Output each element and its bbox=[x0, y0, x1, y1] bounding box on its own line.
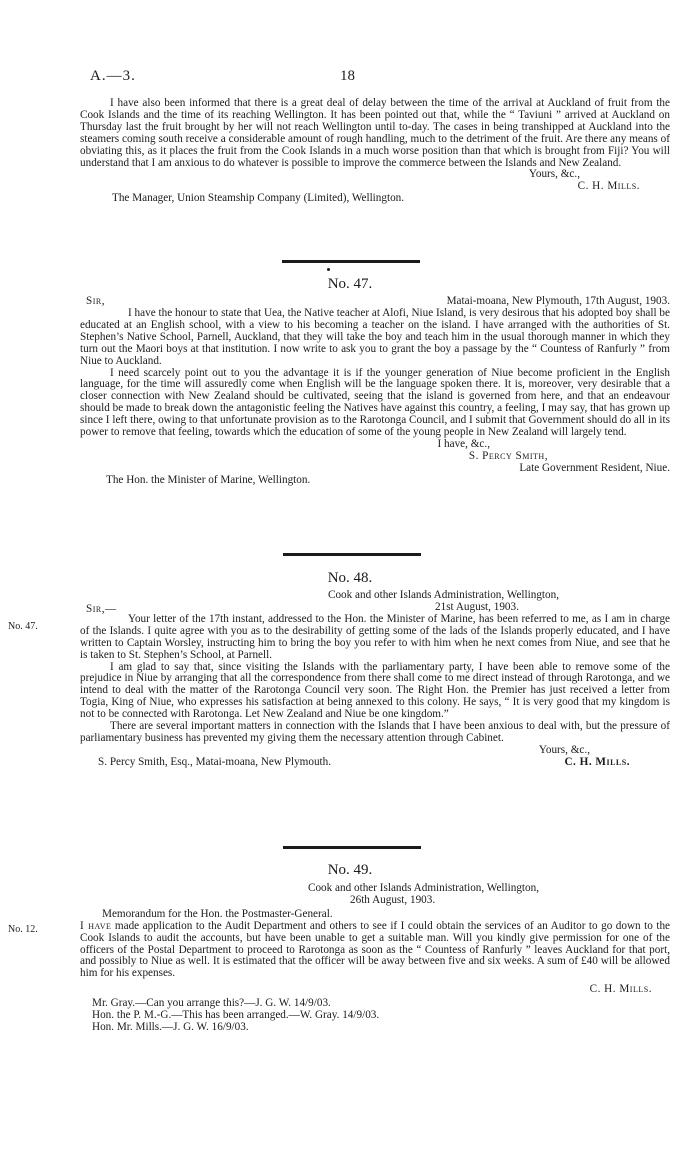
memorandum-no-49 bbox=[80, 883, 670, 1034]
previous-letter-addressee: The Manager, Union Steamship Company (Limited), Wellington. bbox=[112, 192, 405, 205]
letter-signature-title: Late Government Resident, Niue. bbox=[519, 461, 670, 474]
section-title-no-48: No. 48. bbox=[327, 570, 373, 586]
memo-heading: Memorandum for the Hon. the Postmaster-General. bbox=[102, 907, 333, 920]
section-divider bbox=[283, 553, 421, 556]
previous-letter-closing: Yours, &c., bbox=[528, 168, 580, 181]
previous-letter-paragraph: I have also been informed that there is a great deal of delay between the time of the arrival at Auckland of fruit from the Cook Islands and the time of its reaching Wellington. It has been pointed out that, while the “ Taviuni ” arrived at Auckland on Thursday last the fruit brought by her will not reach Wellington until to-day. The cases in being transhipped at Auckland into the steamers coming south receive a considerable amount of rough handling, much to the detriment of the fruit. Are there any means of obviating this, as it places the fruit from the Cook Islands in a much worse position than that which is brought from Fiji? You will understand that I am anxious to do whatever is possible to improve the commerce between the Islands and New Zealand. bbox=[80, 97, 670, 169]
letter-signature: S. Percy Smith, bbox=[468, 449, 548, 462]
letter-paragraph: There are several important matters in connection with the Islands that I have been anxious to deal with, but the pressure of parliamentary business has prevented my giving them the necessary attention through Cabinet. bbox=[80, 720, 670, 744]
memo-minute: Hon. Mr. Mills.—J. G. W. 16/9/03. bbox=[92, 1020, 249, 1033]
memo-minute: Mr. Gray.—Can you arrange this?—J. G. W. 14/9/03. bbox=[92, 997, 331, 1010]
letter-salutation: Sir, bbox=[86, 295, 106, 307]
memo-minute: Hon. the P. M.-G.—This has been arranged.—W. Gray. 14/9/03. bbox=[92, 1009, 380, 1022]
letter-signature: C. H. Mills. bbox=[564, 755, 630, 768]
letter-date: 21st August, 1903. bbox=[435, 600, 519, 613]
letter-dateline: Matai-moana, New Plymouth, 17th August, 1903. bbox=[446, 295, 670, 307]
previous-letter-signature: C. H. Mills. bbox=[577, 180, 640, 193]
letter-paragraph: I am glad to say that, since visiting the Islands with the parliamentary party, I have been able to remove some of the prejudice in Niue by arranging that all the correspondence from there shall come to me direct instead of through Rarotonga, and we intend to deal with the matter of the Rarotonga Council very soon. The Right Hon. the Premier has just received a letter from Togia, King of Niue, who expresses his satisfaction at being annexed to this colony. He says, “ It is very good that my kingdom is not to be connected with Rarotonga. Let New Zealand and Niue be one kingdom.” bbox=[80, 660, 670, 721]
letter-closing: Yours, &c., bbox=[538, 743, 590, 756]
letter-salutation: Sir,— bbox=[86, 602, 117, 615]
memo-paragraph: I have made application to the Audit Department and others to see if I could obtain the services of an Auditor to go down to the Cook Islands to audit the accounts, but have been unable to get a suitable man. Will you kindly give permission for one of the officers of the Postal Department to proceed to Rarotonga as soon as the “ Countess of Ranfurly ” leaves Auckland for that port, and possibly to Niue as well. It is estimated that the officer will be away between five and six weeks. A sum of £40 will be allowed him for his expenses. bbox=[80, 919, 671, 980]
letter-no-47 bbox=[80, 296, 670, 487]
section-title-no-47: No. 47. bbox=[327, 276, 373, 292]
memo-lead-words: I have bbox=[80, 919, 112, 932]
page-number: 18 bbox=[340, 68, 355, 84]
letter-paragraph: I have the honour to state that Uea, the Native teacher at Alofi, Niue Island, is very desirous that his adopted boy shall be educated at an English school, with a view to his becoming a teacher on the island. I have arranged with the authorities of St. Stephen’s Native School, Parnell, Auckland, that they will take the boy and teach him in the usual thorough manner in which they turn out the Maori boys at that institution. I now write to ask you to grant the boy a passage by the “ Countess of Ranfurly ” from Niue to Auckland. bbox=[80, 307, 670, 367]
margin-reference: No. 47. bbox=[8, 621, 38, 632]
letter-office: Cook and other Islands Administration, Wellington, bbox=[328, 589, 560, 601]
letter-closing: I have, &c., bbox=[437, 437, 490, 450]
letter-paragraph: Your letter of the 17th instant, addressed to the Hon. the Minister of Marine, has been referred to me, as I am in charge of the Islands. I quite agree with you as to the desirability of getting some of the lads of the Islands properly educated, and I have written to Captain Worsley, instructing him to bring the boy you refer to with him when he next comes from Niue, and see that he is taken to St. Stephen’s School, at Parnell. bbox=[80, 612, 670, 661]
memo-office: Cook and other Islands Administration, Wellington, bbox=[308, 882, 540, 894]
memo-date: 26th August, 1903. bbox=[350, 893, 436, 906]
previous-letter bbox=[80, 98, 670, 205]
letter-addressee: The Hon. the Minister of Marine, Wellington. bbox=[106, 473, 311, 486]
letter-paragraph: I need scarcely point out to you the advantage it is if the younger generation of Niue become proficient in the English language, for the time will assuredly come when English will be the language spoken there. It is, moreover, very desirable that a closer connection with New Zealand should be cultivated, seeing that the island is governed from here, and that an endeavour should be made to break down the antagonistic feeling the Natives have against this country, a feeling, I may say, that has grown up since I left there, owing to that unfortunate provision as to the Rarotonga Council, and I submit that Government should do all in its power to remove that feeling, towards which the education of some of the young people in New Zealand will largely tend. bbox=[80, 366, 670, 439]
memo-signature: C. H. Mills. bbox=[589, 983, 652, 996]
parliamentary-paper-reference: A.—3. bbox=[90, 68, 136, 84]
letter-addressee: S. Percy Smith, Esq., Matai-moana, New Plymouth. bbox=[98, 755, 332, 768]
section-title-no-49: No. 49. bbox=[327, 862, 373, 878]
section-divider bbox=[283, 846, 421, 849]
letter-no-48 bbox=[80, 590, 670, 769]
section-divider bbox=[282, 260, 420, 263]
margin-reference: No. 12. bbox=[8, 924, 38, 935]
rule-dot bbox=[327, 268, 330, 271]
